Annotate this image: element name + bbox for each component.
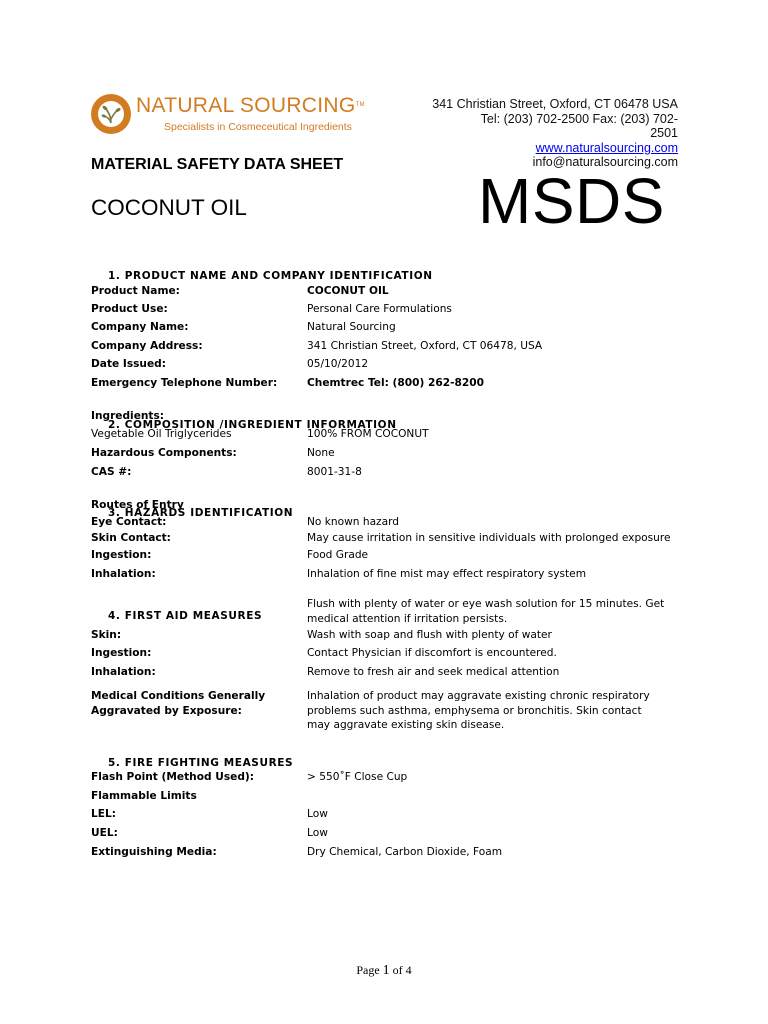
- medical-conditions-value: Inhalation of product may aggravate existing chronic respiratory problems such asthma, emphysema or bronchitis. Skin contact may aggravate existing skin disease.: [307, 690, 650, 731]
- row-label: UEL:: [91, 827, 118, 839]
- row-value: May cause irritation in sensitive individuals with prolonged exposure: [307, 532, 671, 544]
- row-value: Food Grade: [307, 549, 369, 561]
- row-value: Inhalation of fine mist may effect respiratory system: [307, 568, 587, 580]
- company-tagline: Specialists in Cosmeceutical Ingredients: [164, 121, 352, 133]
- row-label: Hazardous Components:: [91, 447, 237, 459]
- row-value: Dry Chemical, Carbon Dioxide, Foam: [307, 846, 503, 858]
- row-value: Low: [307, 808, 328, 820]
- row-value: 100% FROM COCONUT: [307, 428, 429, 440]
- routes-label: Routes of Entry: [91, 499, 184, 511]
- document-title: MATERIAL SAFETY DATA SHEET: [91, 156, 344, 173]
- row-label: LEL:: [91, 808, 116, 820]
- row-label: Company Name:: [91, 321, 189, 333]
- section-5-heading: 5. FIRE FIGHTING MEASURES: [108, 757, 294, 769]
- row-label: Date Issued:: [91, 358, 166, 370]
- page-footer: [0, 963, 768, 979]
- logo-seal-icon: [90, 93, 132, 135]
- section-3-heading: 3. HAZARDS IDENTIFICATION: [108, 507, 294, 519]
- eye-flush-text: Flush with plenty of water or eye wash solution for 15 minutes. Get medical attention if irritation persists.: [307, 598, 665, 625]
- company-address: 341 Christian Street, Oxford, CT 06478 USA: [432, 97, 678, 111]
- row-label: Eye Contact:: [91, 516, 167, 528]
- fax-continued: 2501: [650, 126, 678, 140]
- row-label: Inhalation:: [91, 568, 156, 580]
- page-prefix: Page: [356, 963, 383, 977]
- row-value: Low: [307, 827, 328, 839]
- row-value: Remove to fresh air and seek medical attention: [307, 666, 560, 678]
- company-contact: [388, 97, 678, 170]
- row-label: Ingestion:: [91, 549, 152, 561]
- row-value: 341 Christian Street, Oxford, CT 06478, USA: [307, 340, 543, 352]
- msds-label: MSDS: [478, 165, 665, 237]
- company-logo: [90, 92, 390, 140]
- phone-fax: Tel: (203) 702-2500 Fax: (203) 702-: [480, 111, 678, 126]
- page-number: 1: [382, 963, 390, 978]
- row-value: Personal Care Formulations: [307, 303, 452, 315]
- product-title: COCONUT OIL: [91, 195, 247, 220]
- page-suffix: of 4: [389, 963, 412, 977]
- row-value: 05/10/2012: [307, 358, 369, 370]
- section-2-heading: 2. COMPOSITION /INGREDIENT INFORMATION: [108, 419, 397, 431]
- section-1-heading: 1. PRODUCT NAME AND COMPANY IDENTIFICATION: [108, 270, 433, 282]
- website-link[interactable]: www.naturalsourcing.com: [535, 140, 678, 155]
- row-label: Flash Point (Method Used):: [91, 771, 254, 783]
- row-label: Ingestion:: [91, 647, 152, 659]
- row-label: Product Name:: [91, 285, 180, 297]
- row-value: Chemtrec Tel: (800) 262-8200: [307, 377, 485, 389]
- row-label: Vegetable Oil Triglycerides: [91, 428, 232, 440]
- row-value: Contact Physician if discomfort is encountered.: [307, 647, 557, 659]
- row-value: > 550˚F Close Cup: [307, 771, 408, 783]
- row-label: Skin Contact:: [91, 532, 171, 544]
- row-label: Inhalation:: [91, 666, 156, 678]
- section-4-heading: 4. FIRST AID MEASURES: [108, 610, 263, 622]
- row-value: None: [307, 447, 335, 459]
- row-label: CAS #:: [91, 466, 132, 478]
- company-name: NATURAL SOURCING™: [136, 94, 365, 117]
- row-value: COCONUT OIL: [307, 285, 389, 297]
- medical-conditions-label: Medical Conditions Generally Aggravated by Exposure:: [91, 690, 266, 717]
- row-label: Product Use:: [91, 303, 168, 315]
- row-label: Emergency Telephone Number:: [91, 377, 278, 389]
- row-label: Skin:: [91, 629, 122, 641]
- row-value: Natural Sourcing: [307, 321, 396, 333]
- row-value: 8001-31-8: [307, 466, 362, 478]
- row-value: No known hazard: [307, 516, 400, 528]
- row-value: Wash with soap and flush with plenty of water: [307, 629, 552, 641]
- row-label: Company Address:: [91, 340, 203, 352]
- row-label: Extinguishing Media:: [91, 846, 217, 858]
- row-label: Flammable Limits: [91, 790, 197, 802]
- email: info@naturalsourcing.com: [532, 155, 678, 169]
- ingredients-label: Ingredients:: [91, 410, 165, 422]
